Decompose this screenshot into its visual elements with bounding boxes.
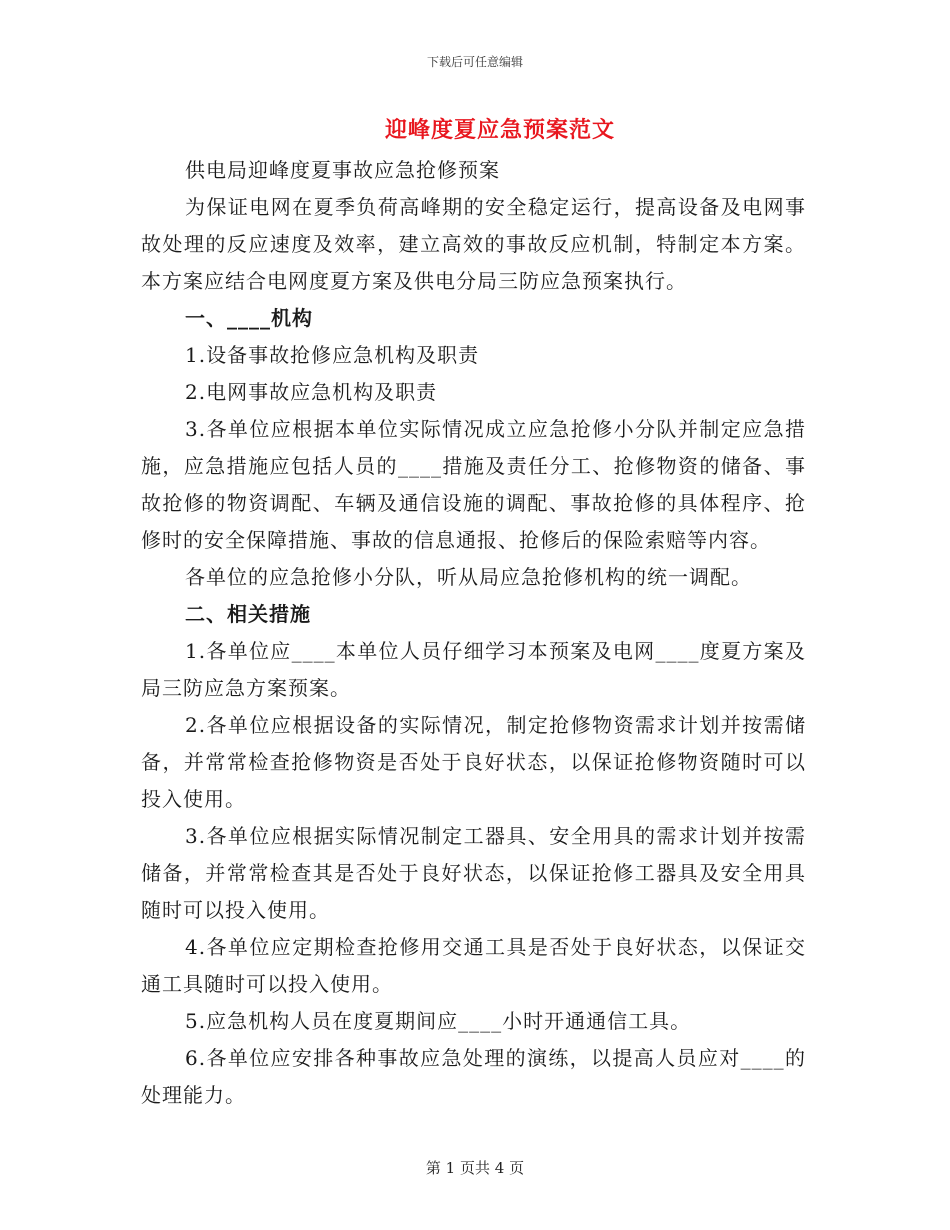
list-item: 3.各单位应根据实际情况制定工器具、安全用具的需求计划并按需储备，并常常检查其是否处于良好状态，以保证抢修工器具及安全用具随时可以投入使用。 — [141, 824, 806, 922]
subtitle-paragraph: 供电局迎峰度夏事故应急抢修预案 — [185, 158, 500, 182]
page-footer: 第 1 页共 4 页 — [425, 1159, 525, 1177]
intro-paragraph: 为保证电网在夏季负荷高峰期的安全稳定运行，提高设备及电网事故处理的反应速度及效率，建立高效的事故反应机制，特制定本方案。本方案应结合电网度夏方案及供电分局三防应急预案执行。 — [141, 195, 806, 293]
list-item: 2.各单位应根据设备的实际情况，制定抢修物资需求计划并按需储备，并常常检查抢修物资是否处于良好状态，以保证抢修物资随时可以投入使用。 — [141, 713, 806, 811]
document-title: 迎峰度夏应急预案范文 — [384, 117, 615, 143]
body-paragraph: 各单位的应急抢修小分队，听从局应急抢修机构的统一调配。 — [185, 565, 752, 589]
list-item: 5.应急机构人员在度夏期间应____小时开通通信工具。 — [185, 1009, 692, 1033]
section-heading-1: 一、____机构 — [185, 306, 313, 330]
list-item: 3.各单位应根据本单位实际情况成立应急抢修小分队并制定应急措施，应急措施应包括人员的____措施及责任分工、抢修物资的储备、事故抢修的物资调配、车辆及通信设施的调配、事故抢修的具体程序、抢修时的安全保障措施、事故的信息通报、抢修后的保险索赔等内容。 — [141, 417, 806, 552]
list-item: 2.电网事故应急机构及职责 — [185, 380, 438, 404]
section-heading-2: 二、相关措施 — [185, 602, 311, 626]
document-body — [141, 152, 806, 1114]
list-item: 1.各单位应____本单位人员仔细学习本预案及电网____度夏方案及局三防应急方案预案。 — [141, 639, 806, 700]
list-item: 6.各单位应安排各种事故应急处理的演练，以提高人员应对____的处理能力。 — [141, 1046, 806, 1107]
list-item: 1.设备事故抢修应急机构及职责 — [185, 343, 480, 367]
list-item: 4.各单位应定期检查抢修用交通工具是否处于良好状态，以保证交通工具随时可以投入使用。 — [141, 935, 806, 996]
header-note: 下载后可任意编辑 — [426, 55, 523, 69]
